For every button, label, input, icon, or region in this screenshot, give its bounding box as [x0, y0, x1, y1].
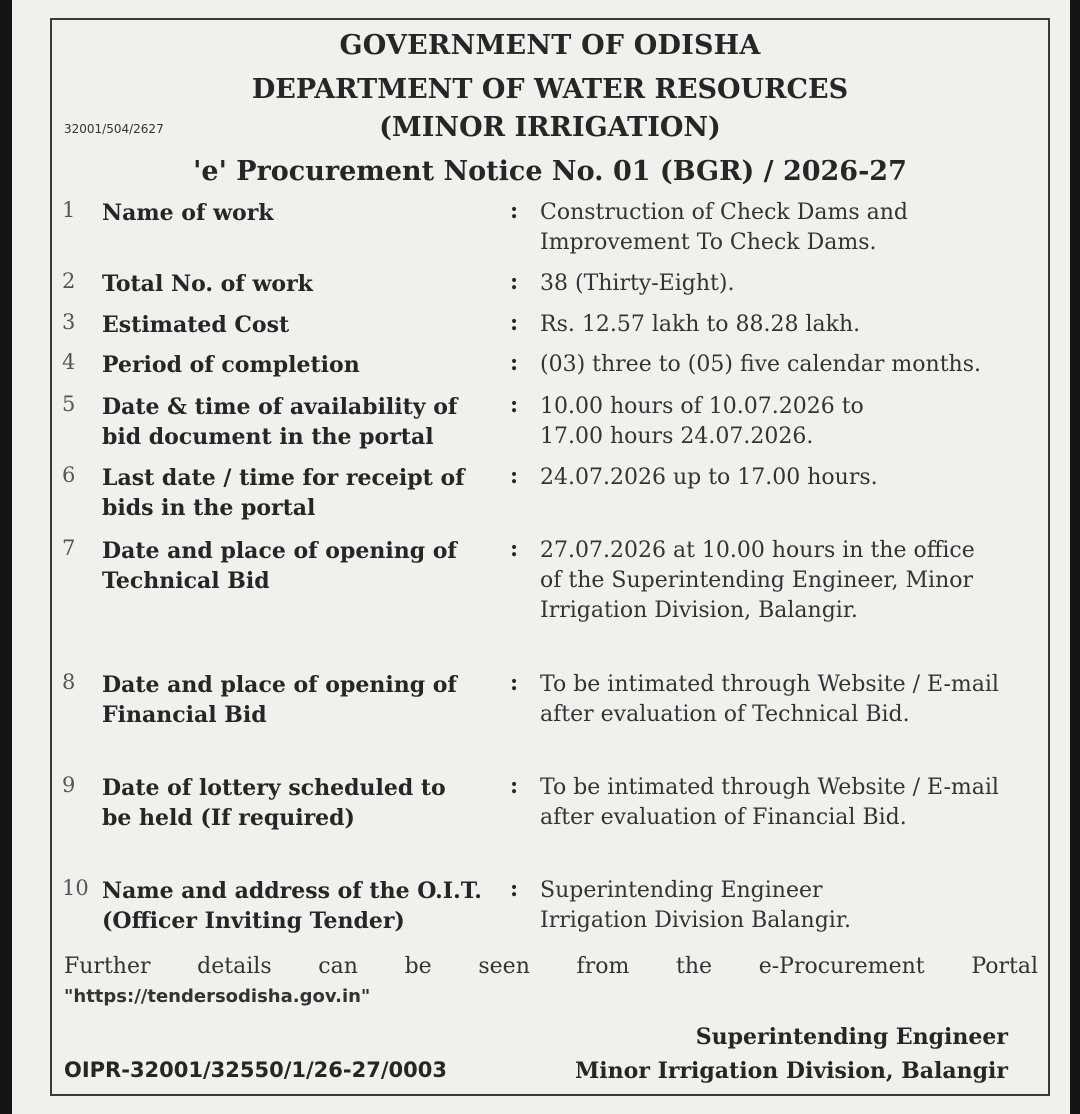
row-number: 3 — [62, 310, 76, 334]
row-label: Estimated Cost — [102, 312, 290, 338]
row-label: Name and address of the O.I.T. (Officer Inviting Tender) — [102, 878, 482, 934]
row-colon: : — [510, 310, 519, 336]
row-number: 8 — [62, 670, 76, 694]
row-value: Superintending Engineer Irrigation Division Balangir. — [540, 878, 851, 933]
row-value: To be intimated through Website / E-mail after evaluation of Financial Bid. — [540, 775, 999, 830]
notice-paper — [12, 0, 1070, 1114]
oipr-number: OIPR-32001/32550/1/26-27/0003 — [64, 1058, 447, 1082]
row-label: Total No. of work — [102, 271, 313, 297]
notice-title: 'e' Procurement Notice No. 01 (BGR) / 2026-27 — [193, 156, 907, 187]
row-label: Date & time of availability of bid document in the portal — [102, 394, 458, 450]
row-value: 10.00 hours of 10.07.2026 to 17.00 hours 24.07.2026. — [540, 394, 864, 449]
row-colon: : — [510, 670, 519, 696]
row-colon: : — [510, 198, 519, 224]
header-wing: (MINOR IRRIGATION) — [379, 112, 721, 143]
row-colon: : — [510, 269, 519, 295]
row-label: Last date / time for receipt of bids in the portal — [102, 465, 465, 521]
header-department: DEPARTMENT OF WATER RESOURCES — [251, 74, 849, 105]
row-number: 5 — [62, 392, 76, 416]
signatory-title: Superintending Engineer — [695, 1024, 1008, 1050]
row-value: (03) three to (05) five calendar months. — [540, 352, 981, 377]
row-number: 10 — [62, 876, 89, 900]
row-number: 4 — [62, 350, 76, 374]
portal-url: "https://tendersodisha.gov.in" — [64, 986, 371, 1007]
row-value: To be intimated through Website / E-mail after evaluation of Technical Bid. — [540, 672, 999, 727]
row-colon: : — [510, 392, 519, 418]
row-label: Date and place of opening of Technical Bid — [102, 538, 457, 594]
reference-code: 32001/504/2627 — [64, 122, 164, 136]
row-number: 1 — [62, 198, 76, 222]
row-label: Name of work — [102, 200, 274, 226]
row-value: Rs. 12.57 lakh to 88.28 lakh. — [540, 312, 861, 337]
further-details — [64, 952, 1038, 1012]
row-colon: : — [510, 350, 519, 376]
row-label: Period of completion — [102, 352, 360, 378]
further-details-text: Further details can be seen from the e-Procurement Portal — [64, 954, 1038, 979]
header-government: GOVERNMENT OF ODISHA — [339, 30, 761, 61]
row-number: 7 — [62, 536, 76, 560]
row-label: Date and place of opening of Financial Bid — [102, 672, 457, 728]
row-colon: : — [510, 876, 519, 902]
row-label: Date of lottery scheduled to be held (If required) — [102, 775, 446, 831]
row-colon: : — [510, 536, 519, 562]
row-number: 2 — [62, 269, 76, 293]
row-number: 9 — [62, 773, 76, 797]
row-value: 24.07.2026 up to 17.00 hours. — [540, 465, 878, 490]
row-number: 6 — [62, 463, 76, 487]
row-value: 27.07.2026 at 10.00 hours in the office of the Superintending Engineer, Minor Irrigation Division, Balangir. — [540, 538, 975, 623]
row-value: Construction of Check Dams and Improvement To Check Dams. — [540, 200, 908, 255]
row-colon: : — [510, 463, 519, 489]
signatory-office: Minor Irrigation Division, Balangir — [574, 1058, 1008, 1084]
row-value: 38 (Thirty-Eight). — [540, 271, 735, 296]
row-colon: : — [510, 773, 519, 799]
